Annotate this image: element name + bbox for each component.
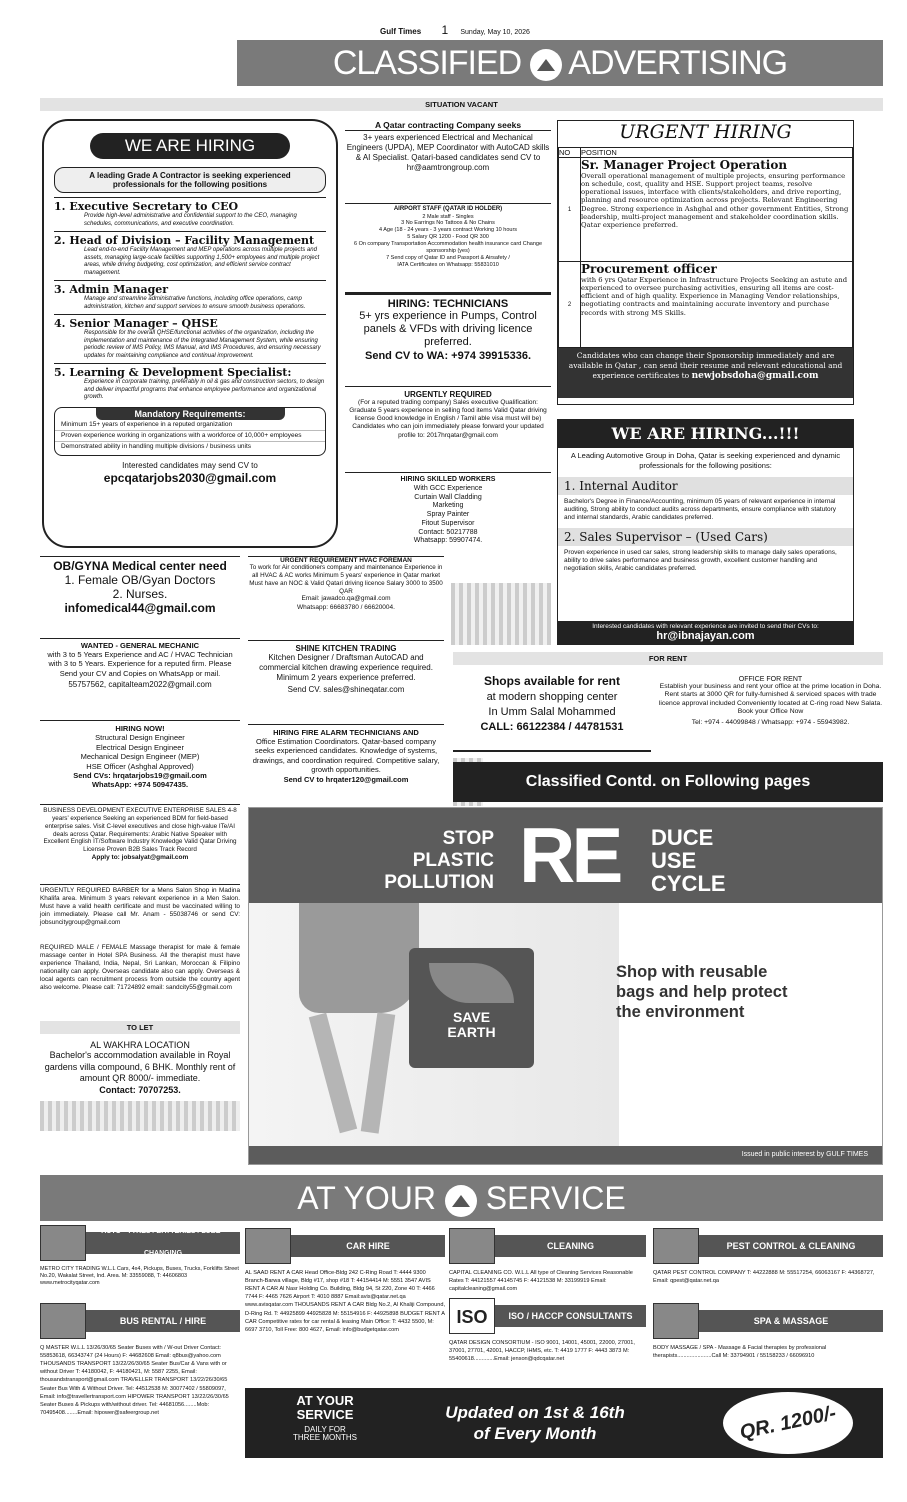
service-head (653, 1310, 883, 1332)
qatar-contracting-ad (345, 120, 551, 200)
ad-line: 6 On company Transportation Accommodation health insurance card Change sponsorship (yes) (353, 241, 543, 254)
ad-body: Bachelor's accommodation available in Royal gardens villa compound, 6 BHK. Monthly rent of amount QR 8000/- immediate. (44, 1050, 236, 1084)
ad-body: (For a reputed trading company) Sales executive Qualification: Graduate 5 years experience in selling food items Valid Qatar driving license Good knowledge in English / Tamil able visa must will be) Candidates who can join immediately please forward your updated profile to: 2017hrqatar@gmail.com (349, 399, 547, 439)
job-item (54, 314, 326, 363)
job-title: 1. Executive Secretary to CEO (54, 200, 239, 213)
row-desc: with 6 yrs Qatar Experience in Infrastructure Projects Seeking an astute and experienced to oversee purchasing activities, ensuring all items are cost-efficient and of high quality. Experience in Managing Vendor relationships, negotiating contracts and maintaining accurate inventory and purchase records with strong MS Skills. (581, 276, 848, 317)
ad-title: WANTED - GENERAL MECHANIC (80, 641, 200, 650)
ad-body: REQUIRED MALE / FEMALE Massage therapist for male & female massage center in Hotel SPA Business. All the therapist must have experience Thailand, India, Nepal, Sri Lankan, Moroccan & Filipino nationality can apply. Overseas candidate also can apply. Overseas & local agents can recruitment process from outside the country agent also welcome. Please call: 71724892 email: sandcity55@gmail.com (40, 944, 240, 991)
ad-body: Kitchen Designer / Draftsman AutoCAD and commercial kitchen drawing experience required. Minimum 2 years experience preferred. (259, 653, 433, 682)
footer-email[interactable]: hr@ibnajayan.com (656, 630, 755, 642)
service-title: SPA & MASSAGE (753, 1316, 829, 1326)
footer-months: THREE MONTHS (293, 1433, 357, 1443)
office-contact: Tel: +974 - 44099848 / Whatsapp: +974 - 55943982. (691, 718, 850, 726)
classified-banner (237, 40, 883, 86)
job-desc: Responsible for the overall QHSE/functional activities of the organization, including the implementation and maintenance of the Integrated Management System, while ensuring periodic review of IMS Policy, IMS Manual, and IMS Procedures, and ensuring necessary updates for maintaining compliance and continual improvement. (84, 330, 321, 359)
footer-every-month: of Every Month (473, 1424, 597, 1444)
job-title: 2. Sales Supervisor – (Used Cars) (558, 528, 853, 546)
banner-title-right: ADVERTISING (568, 44, 788, 82)
job-item (54, 231, 326, 280)
service-right: SERVICE (485, 1180, 626, 1216)
ad-line: HSE Officer (Ashghal Approved) (86, 761, 194, 771)
ad-line: Fitout Supervisor (421, 519, 475, 527)
ad-title: HIRING SKILLED WORKERS (400, 476, 496, 483)
ad-line: Spray Painter (426, 511, 470, 518)
car-tyre-icon (40, 1225, 86, 1261)
service-body: METRO CITY TRADING W.L.L Cars, 4x4, Pickups, Buses, Trucks, Forklifts Street No.20, Wakalat Street, Ind. Area. M: 33559088, T: 44606803 www.metrocityqatar.com (40, 1266, 239, 1286)
ad-title: AL WAKHRA LOCATION (90, 1040, 190, 1050)
hatch-divider (40, 1101, 240, 1131)
leg-shape (361, 1012, 396, 1133)
footer-email[interactable]: newjobsdoha@gmail.com (691, 370, 819, 381)
ad-line: Send CVs: hrqatarjobs19@gmail.com (73, 770, 207, 780)
ad-footer (558, 621, 853, 644)
job-title: 5. Learning & Development Specialist: (54, 366, 292, 379)
therapist-ad (40, 944, 240, 1014)
psa-message: Shop with reusable bags and help protect the environment (616, 963, 788, 1021)
psa-stop-3: POLLUTION (384, 871, 494, 893)
service-title: CLEANING (547, 1241, 594, 1251)
service-iso (449, 1305, 646, 1385)
hiring-intro: A leading Grade A Contractor is seeking experienced professionals for the following positions (54, 167, 326, 193)
col-position: POSITION (581, 148, 853, 158)
earth-word: EARTH (447, 1024, 496, 1041)
cleaning-icon (449, 1228, 495, 1264)
service-body: QATAR DESIGN CONSORTIUM - ISO 9001, 14001, 45001, 22000, 27001, 37001, 27701, 42001, HACCP, IHMS, etc. T: 4419 1777 F: 4443 3873 M: 55400618.............Email: jenson@qdcqatar.net (449, 1340, 635, 1363)
ad-apply[interactable]: Apply to: jobsalyat@gmail.com (91, 854, 189, 862)
spa-icon (653, 1303, 699, 1339)
shops-ad (453, 674, 651, 752)
contact-line: Interested candidates may send CV to (122, 460, 258, 470)
job-desc: Proven experience in used car sales, strong leadership skills to manage daily sales operations, ability to drive sales performance and business growth, excellent customer handling and negotiation skills, Arabic candidates preferred. (564, 548, 837, 573)
hiring-banner: WE ARE HIRING (90, 133, 290, 159)
service-bus (40, 1310, 240, 1458)
shops-title: Shops available for rent (483, 674, 621, 688)
footer-middle (405, 1402, 665, 1445)
hatch-divider-mid (451, 583, 551, 645)
ad-contact[interactable]: Send CV to hrqater120@gmail.com (283, 774, 409, 784)
ad-body: URGENTLY REQUIRED BARBER for a Mens Salon Shop in Madina Khalifa area. Minimum 3 years relevant experience in a Men Salon. Must have a valid health certificate and must be vaccinated willing to join immediately. Please call Mr. Anam - 55038746 or send CV: jobsuncitygroup@gmail.com (40, 887, 240, 926)
ad-email[interactable]: infomedical44@gmail.com (64, 601, 216, 615)
service-title: AUTO - TYRES / BATTERIES / LUBE - CHANGING (101, 1228, 225, 1257)
mechanic-ad (40, 638, 240, 716)
automotive-hiring-ad (557, 419, 854, 645)
issue-date: Sunday, May 10, 2026 (460, 29, 530, 36)
row-no: 1 (559, 158, 581, 262)
job-item (54, 197, 326, 231)
dress-shape (299, 903, 419, 1013)
requirements-title: Mandatory Requirements: (96, 408, 285, 420)
footer-service: SERVICE (296, 1407, 354, 1423)
service-title: PEST CONTROL & CLEANING (726, 1241, 856, 1251)
service-left: AT YOUR (297, 1180, 436, 1216)
office-ad (658, 676, 883, 727)
ad-line: WhatsApp: +974 50947435. (91, 780, 189, 790)
ad-line: Mechanical Design Engineer (MEP) (80, 752, 200, 762)
requirement-item: Demonstrated ability in handling multiple divisions / business units (61, 442, 252, 450)
service-head (40, 1228, 240, 1257)
service-body: BODY MASSAGE / SPA - Massage & Facial therapies by professional therapists......................Call M: 33794901 / 55158233 / 66096910 (653, 1345, 827, 1360)
ad-body: with 3 to 5 Years Experience and AC / HVAC Technician with 3 to 5 Years. Experience for a reputed firm. Please Send your CV and Copies on WhatsApp or mail. (47, 650, 233, 678)
ad-title: HIRING NOW! (115, 724, 165, 733)
urgently-required-ad (345, 386, 551, 468)
job-desc: Manage and streamline administrative functions, including office operations, camp administration, kitchen and support services to ensure smooth business operations. (84, 296, 306, 310)
technicians-ad (345, 292, 551, 370)
ad-line: 1. Female OB/Gyan Doctors (64, 573, 216, 587)
save-word: SAVE (452, 1009, 491, 1025)
ad-title: AIRPORT STAFF (QATAR ID HOLDER) (393, 206, 503, 212)
ad-line: 3 No Earrings No Tattoos & No Chains (401, 220, 495, 227)
ad-contact: 55757562, capitalteam2022@gmail.com (68, 680, 212, 690)
footer-text: Interested candidates with relevant experience are invited to send their CVs to: (592, 623, 819, 630)
service-pest (653, 1235, 883, 1295)
ad-whatsapp: Whatsapp: 66683780 / 66620004. (297, 603, 395, 611)
ad-body: To work for Air conditioners company and maintenance Experience in all HVAC & AC works Minimum 5 years' experience in Qatar market Must have an NOC & Valid Qatari driving licence Salary 3000 to 3500 QAR (249, 564, 443, 595)
footer-updated: Updated on 1st & 16th (445, 1403, 625, 1422)
psa-re: RE (519, 811, 620, 899)
dhow-logo-icon (530, 49, 562, 81)
service-spa (653, 1310, 883, 1380)
ad-line: Electrical Design Engineer (96, 742, 184, 752)
job-desc: Experience in corporate training, preferably in oil & gas and construction sectors, to design and deliver impactful programs that enhance employee performance and organizational growth. (84, 379, 325, 400)
ad-title: HIRING FIRE ALARM TECHNICIANS AND (273, 728, 419, 737)
psa-footer (249, 1146, 882, 1164)
service-auto (40, 1228, 240, 1302)
section-situation-vacant: SITUATION VACANT (40, 98, 883, 111)
ad-line: Marketing (432, 502, 464, 510)
footer-text: Candidates who can change their Sponsorship immediately and are available in Qatar , can send their resume and relevant educational and experience certificates to (568, 351, 843, 380)
psa-stop-1: STOP (442, 828, 494, 849)
barber-ad (40, 884, 240, 942)
service-title: BUS RENTAL / HIRE (119, 1316, 207, 1326)
section-to-let: TO LET (40, 1021, 240, 1034)
job-list (54, 197, 326, 405)
footer-daily: DAILY FOR (304, 1424, 346, 1434)
dhow-logo-icon (445, 1185, 477, 1217)
service-head (245, 1235, 445, 1257)
shops-call: CALL: 66122384 / 44781531 (480, 721, 624, 733)
car-icon (245, 1228, 291, 1264)
ad-title: URGENT REQUIREMENT HVAC FOREMAN (280, 557, 412, 564)
requirement-item: Minimum 15+ years of experience in a reputed organization (55, 420, 325, 431)
hvac-foreman-ad (248, 556, 444, 634)
job-item (54, 363, 326, 405)
page-number: 1 (441, 23, 449, 37)
job-title: 3. Admin Manager (54, 283, 169, 296)
service-head (449, 1235, 646, 1257)
pest-sprayer-icon (653, 1228, 699, 1264)
psa-stop (309, 828, 494, 894)
ad-title: A Qatar contracting Company seeks (345, 120, 551, 131)
psa-use: USE (651, 848, 697, 874)
psa-cycle: CYCLE (651, 871, 726, 897)
ad-intro: A Leading Automotive Group in Doha, Qatar is seeking experienced and dynamic professionals for the following positions: (570, 451, 841, 470)
bizdev-ad (40, 804, 240, 880)
ad-line: Structural Design Engineer (95, 733, 185, 743)
ad-line: 7 Send copy of Qatar ID and Passport & Airsafety / (386, 254, 510, 261)
ad-banner: WE ARE HIRING...!!! (558, 420, 853, 448)
paper-name: Gulf Times (380, 27, 422, 36)
service-body: Q MASTER W.L.L 13/26/30/65 Seater Buses with / W-out Driver Contact: 55853618, 66343747 (24 Hours) F: 44682608 Email: q8bus@yahoo.com THOUSANDS TRANSPORT 13/22/26/30/65 Seater Bus/Car & Vans with or without Driver T: 44180042, F: 44180421, M: 5587 2255, Email: thousandstransport@gmail.com TRAVELLER TRANSPORT 13/22/26/30/65 Seater Bus With & Without Driver. Tel: 44512538 M: 30077402 / 55809097, Email: info@travellertransport.com HIPOWER TRANSPORT 13/22/26/30/65 Seater Buses & Pickups with/without driver. Tel: 44681056........Mob: 70495408........Email: hipower@safeergroup.net (40, 1345, 229, 1416)
urgent-hiring-ad (557, 120, 854, 405)
ad-title: HIRING: TECHNICIANS (387, 298, 509, 310)
plastic-psa (248, 807, 883, 1165)
office-title: OFFICE FOR RENT (738, 676, 803, 683)
contact-email[interactable]: epcqatarjobs2030@gmail.com (103, 470, 277, 485)
service-car-hire (245, 1235, 445, 1385)
fire-alarm-ad (248, 724, 444, 800)
ad-line: Contact: 50217788 (418, 528, 478, 536)
job-title: 4. Senior Manager – QHSE (54, 317, 218, 330)
ad-line: 5 Salary QR 1200 - Food QR 300 (407, 234, 489, 241)
shops-line: at modern shopping center (486, 691, 618, 703)
footer-left (255, 1394, 395, 1443)
job-desc: Bachelor's Degree in Finance/Accounting, minimum 05 years of relevant experience in internal auditing, Strong ability to conduct audits across departments, ensure compliance with statutory and internal standards, Arabic candidates preferred. (564, 497, 837, 521)
for-rent-section (453, 652, 883, 756)
service-footer (245, 1388, 883, 1458)
shine-kitchen-ad (248, 640, 444, 712)
leg-shape (309, 1013, 357, 1134)
row-title: Sr. Manager Project Operation (581, 158, 788, 172)
col-no: NO (559, 148, 581, 158)
epc-hiring-ad (42, 119, 338, 548)
ad-title: URGENTLY REQUIRED (404, 390, 492, 399)
skilled-workers-ad (345, 472, 551, 550)
ad-email[interactable]: hr@aamtrongroup.com (406, 163, 490, 172)
office-body: Establish your business and rent your office at the prime location in Doha. Rent starts at 3000 QR for fully-furnished & serviced spaces with trade licence approval included Conveniently located at C-ring road New Salata. Book your Office Now (658, 683, 883, 716)
price-label: QR. 1200/- (737, 1402, 839, 1444)
airport-staff-ad (345, 203, 551, 287)
service-title: ISO / HACCP CONSULTANTS (508, 1311, 633, 1321)
contd-banner: Classified Contd. on Following pages (453, 762, 883, 802)
ad-contact: Send CV to WA: +974 39915336. (365, 349, 531, 362)
ad-email[interactable]: Email: jawadco.qa@gmail.com (301, 595, 391, 603)
table-row (559, 262, 853, 348)
service-body: QATAR PEST CONTROL COMPANY T: 44222888 M: 55517254, 66063167 F: 44368727, Email: qpest@qatar.net.qa (653, 1270, 875, 1285)
job-desc: Provide high-level administrative and confidential support to the CEO, managing schedules, communications, and executive coordination. (84, 213, 297, 227)
row-title: Procurement officer (581, 262, 717, 276)
ad-title: OB/GYNA Medical center need (53, 559, 227, 573)
psa-issued: Issued in public interest by GULF TIMES (741, 1151, 868, 1158)
woman-illustration (249, 903, 619, 1148)
leaf-icon (429, 963, 514, 1003)
ad-line: 4 Age (18 - 24 years - 3 years contract Working 10 hours (378, 227, 518, 234)
ad-title: SHINE KITCHEN TRADING (295, 644, 397, 653)
psa-duce: DUCE (651, 825, 714, 850)
row-desc: Overall operational management of multiple projects, ensuring performance on schedule, cost, quality and HSE. Support project teams, resolve operational issues, interface with clients/stakeholders, and drive reporting, planning and resource optimization across projects. Relevant Engineering Degree. Strong experience in Ashghal and other government Entities, Strong leadership, multi-project management and stakeholder coordination skills. Qatar experience preferred. (581, 172, 849, 229)
service-head (40, 1310, 240, 1332)
ad-line: 2 Male staff - Singles (422, 213, 474, 220)
positions-table (558, 147, 853, 348)
obgyn-ad (40, 556, 240, 634)
psa-words (651, 826, 726, 895)
requirement-item: Proven experience working in organizations with a workforce of 10,000+ employees (55, 431, 325, 442)
shops-line: In Umm Salal Mohammed (488, 706, 616, 718)
reusable-bag-icon (409, 948, 534, 1068)
hiring-now-ad (40, 720, 240, 800)
ad-line: IATA Certificates on Whatsapp: 55831010 (397, 261, 499, 268)
urgent-hiring-title: URGENT HIRING (619, 121, 792, 143)
job-title: 1. Internal Auditor (558, 477, 853, 495)
service-body: AL SAAD RENT A CAR Head Office-Bldg 242 C-Ring Road T: 4444 9300 Branch-Barwa village, Bldg #17, shop #18 T: 44154414 M: 5551 3547 AVIS RENT A CAR Al Nasr Holding Co. Building, Bldg 94, St 220, Zone 40 T: 4466 7744 F: 4465 7626 Airport T: 4010 8887 Email:avis@qatar.net.qa www.avisqatar.com THOUSANDS RENT A CAR Bldg No.2, Al Khaliji Compound, D-Ring Rd. T: 44925899 44925828 M: 55154916 F: 44925898 BUDGET RENT A CAR Competitive rates for car rental & leasing Main Office: T: 4432 5500, M: 6697 3710, Toll Free: 800 4627, Email: info@budgetqatar.com (245, 1270, 446, 1333)
ad-line: 2. Nurses. (112, 587, 168, 601)
ad-line: With GCC Experience (413, 484, 483, 492)
save-earth-label (409, 1010, 534, 1041)
job-item (54, 280, 326, 314)
service-body: CAPITAL CLEANING CO. W.L.L All type of Cleaning Services Reasonable Rates T: 44121557 44145745 F: 44121538 M: 33199919 Email: capitalcleaning@gmail.com (449, 1270, 633, 1293)
job-title: 2. Head of Division – Facility Management (54, 234, 315, 247)
banner-title-left: CLASSIFIED (332, 44, 522, 82)
section-for-rent: FOR RENT (453, 652, 883, 665)
service-banner (40, 1175, 883, 1221)
masthead-top (380, 23, 560, 37)
to-let-ad (40, 1021, 240, 1156)
ad-contact: Contact: 70707253. (99, 1085, 181, 1096)
urgent-hiring-footer (558, 348, 853, 398)
ad-body: 3+ years experienced Electrical and Mechanical Engineers (UPDA), MEP Coordinator with AutoCAD skills & AI Specialist. Qatari-based candidates send CV to (346, 133, 550, 162)
ad-line: Curtain Wall Cladding (414, 493, 482, 501)
bus-icon (40, 1303, 86, 1339)
ad-body: 5+ yrs experience in Pumps, Control panels & VFDs with driving licence preferred. (359, 310, 537, 349)
service-cleaning (449, 1235, 646, 1295)
footer-at-your: AT YOUR (296, 1393, 354, 1408)
ad-contact[interactable]: Send CV. sales@shineqatar.com (287, 685, 405, 694)
iso-badge-icon: ISO (449, 1298, 495, 1334)
service-head (653, 1235, 883, 1257)
job-desc: Lead end-to-end Facility Management and MEP operations across multiple projects and assets, managing large-scale facilities supporting 1,500+ employees and multiple project areas, while driving budgeting, cost optimization, and efficient service contract management. (84, 247, 320, 276)
table-row (559, 158, 853, 262)
price-starburst (723, 1392, 853, 1454)
service-title: CAR HIRE (346, 1241, 390, 1251)
ad-line: Whatsapp: 59907474. (413, 537, 483, 545)
row-no: 2 (559, 262, 581, 348)
service-head (449, 1305, 646, 1327)
requirements-box (54, 407, 326, 456)
ad-body: Office Estimation Coordinators. Qatar-based company seeks experienced candidates. Knowledge of systems, drawings, and coordination required. Competitive salary, growth opportunities. (252, 737, 440, 775)
ad-body: BUSINESS DEVELOPMENT EXECUTIVE ENTERPRISE SALES 4-8 years' experience Seeking an experienced BDM for field-based enterprise sales. Visit C-level executives and close high-value ITe/AI deals across Qatar. Requirements: Arabic Native Speaker with Excellent English IT/Software Industry Knowledge Valid Qatar Driving License Proven B2B Sales Track Record (43, 807, 237, 854)
psa-stop-2: PLASTIC (412, 849, 494, 871)
